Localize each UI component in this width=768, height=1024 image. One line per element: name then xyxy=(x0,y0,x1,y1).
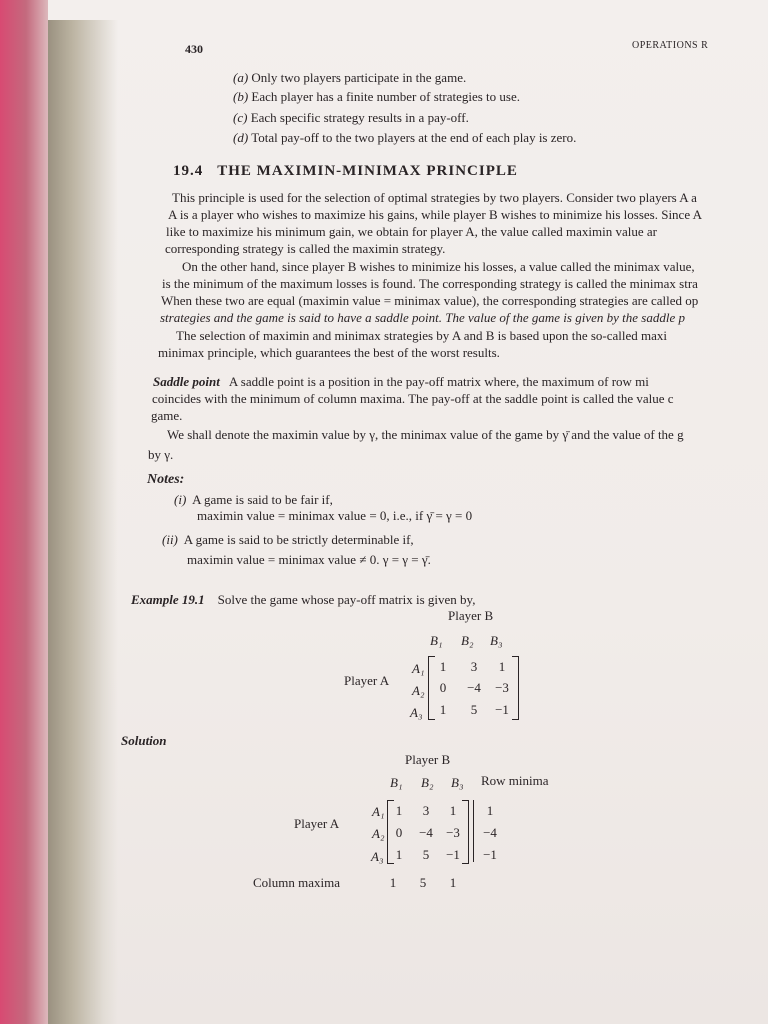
paragraph-line: coincides with the minimum of column maxima. The pay-off at the saddle point is called the value c xyxy=(152,391,674,406)
note-item: (i) A game is said to be fair if, xyxy=(174,492,333,507)
row-head: A₂ xyxy=(412,683,425,698)
column-maximum-value: 1 xyxy=(449,875,457,890)
player-b-label: Player B xyxy=(448,608,494,623)
matrix-cell: 3 xyxy=(470,659,478,674)
note-formula: maximin value = minimax value ≠ 0. γ = γ = γ̄. xyxy=(187,552,431,567)
paragraph-line: by γ. xyxy=(148,447,174,462)
paragraph-line: game. xyxy=(151,408,183,423)
matrix-cell: 5 xyxy=(422,847,430,862)
paragraph-line: is the minimum of the maximum losses is found. The corresponding strategy is called the minimax stra xyxy=(162,276,698,291)
column-head: B₂ xyxy=(421,775,434,790)
paragraph-line: A is a player who wishes to maximize his gains, while player B wishes to minimize his losses. Since A xyxy=(168,207,703,222)
row-head: A₂ xyxy=(372,826,385,841)
column-head: B₂ xyxy=(461,633,474,648)
matrix-cell: 5 xyxy=(470,702,478,717)
matrix-cell: 0 xyxy=(439,680,447,695)
note-formula: maximin value = minimax value = 0, i.e., if γ̄ = γ = 0 xyxy=(197,508,473,523)
running-head: OPERATIONS R xyxy=(632,40,709,51)
row-head: A₃ xyxy=(410,705,423,720)
row-minimum-value: 1 xyxy=(486,803,494,818)
paragraph-line: The selection of maximin and minimax strategies by A and B is based upon the so-called maxi xyxy=(176,328,668,343)
player-a-label: Player A xyxy=(294,816,340,831)
row-minima-label: Row minima xyxy=(481,773,549,788)
list-item: (c) Each specific strategy results in a pay-off. xyxy=(233,110,469,125)
column-maxima-label: Column maxima xyxy=(253,875,341,890)
column-maximum-value: 1 xyxy=(389,875,397,890)
paragraph-line: strategies and the game is said to have a saddle point. The value of the game is given by the saddle p xyxy=(160,310,685,325)
row-head: A₁ xyxy=(372,804,385,819)
note-item: (ii) A game is said to be strictly determinable if, xyxy=(162,532,414,547)
term-saddle-point: Saddle point xyxy=(153,374,220,389)
row-minima-divider xyxy=(473,800,474,862)
matrix-cell: −1 xyxy=(495,702,509,717)
matrix-cell: −3 xyxy=(446,825,460,840)
saddle-point-definition: Saddle point A saddle point is a position in the pay-off matrix where, the maximum of row mi xyxy=(153,374,649,389)
matrix-cell: 1 xyxy=(395,847,403,862)
matrix-cell: 0 xyxy=(395,825,403,840)
row-minimum-value: −1 xyxy=(483,847,497,862)
section-heading: 19.4 THE MAXIMIN-MINIMAX PRINCIPLE xyxy=(173,163,518,179)
matrix-cell: 1 xyxy=(498,659,506,674)
list-item: (b) Each player has a finite number of strategies to use. xyxy=(233,89,520,104)
list-item: (d) Total pay-off to the two players at the end of each play is zero. xyxy=(233,130,577,145)
player-a-label: Player A xyxy=(344,673,390,688)
page-number: 430 xyxy=(185,42,203,56)
example-heading: Example 19.1 Solve the game whose pay-off matrix is given by, xyxy=(131,592,476,607)
matrix-cell: −1 xyxy=(446,847,460,862)
paragraph-line: When these two are equal (maximin value = minimax value), the corresponding strategies are called op xyxy=(161,293,699,308)
matrix-cell: −4 xyxy=(467,680,481,695)
paragraph-line: like to maximize his minimum gain, we obtain for player A, the value called maximin value ar xyxy=(166,224,657,239)
player-b-label: Player B xyxy=(405,752,451,767)
row-head: A₃ xyxy=(371,849,384,864)
paragraph-line: corresponding strategy is called the maximin strategy. xyxy=(165,241,446,256)
paragraph-line: This principle is used for the selection of optimal strategies by two players. Consider two players A a xyxy=(172,190,697,205)
matrix-cell: 1 xyxy=(439,659,447,674)
matrix-cell: −3 xyxy=(495,680,509,695)
solution-heading: Solution xyxy=(121,733,167,748)
column-head: B₁ xyxy=(390,775,403,790)
matrix-cell: 3 xyxy=(422,803,430,818)
column-head: B₃ xyxy=(451,775,464,790)
list-item: (a) Only two players participate in the game. xyxy=(233,70,467,85)
column-maximum-value: 5 xyxy=(419,875,427,890)
matrix-cell: 1 xyxy=(395,803,403,818)
paragraph-line: minimax principle, which guarantees the best of the worst results. xyxy=(158,345,500,360)
row-head: A₁ xyxy=(412,661,425,676)
matrix-cell: 1 xyxy=(449,803,457,818)
column-head: B₁ xyxy=(430,633,443,648)
matrix-cell: −4 xyxy=(419,825,433,840)
notes-heading: Notes: xyxy=(147,472,185,487)
matrix-cell: 1 xyxy=(439,702,447,717)
row-minimum-value: −4 xyxy=(483,825,497,840)
book-gutter-shadow xyxy=(48,20,118,1024)
paragraph-line: We shall denote the maximin value by γ, the minimax value of the game by γ̄ and the value of the g xyxy=(167,427,684,442)
column-head: B₃ xyxy=(490,633,503,648)
paragraph-line: On the other hand, since player B wishes to minimize his losses, a value called the minimax value, xyxy=(182,259,695,274)
